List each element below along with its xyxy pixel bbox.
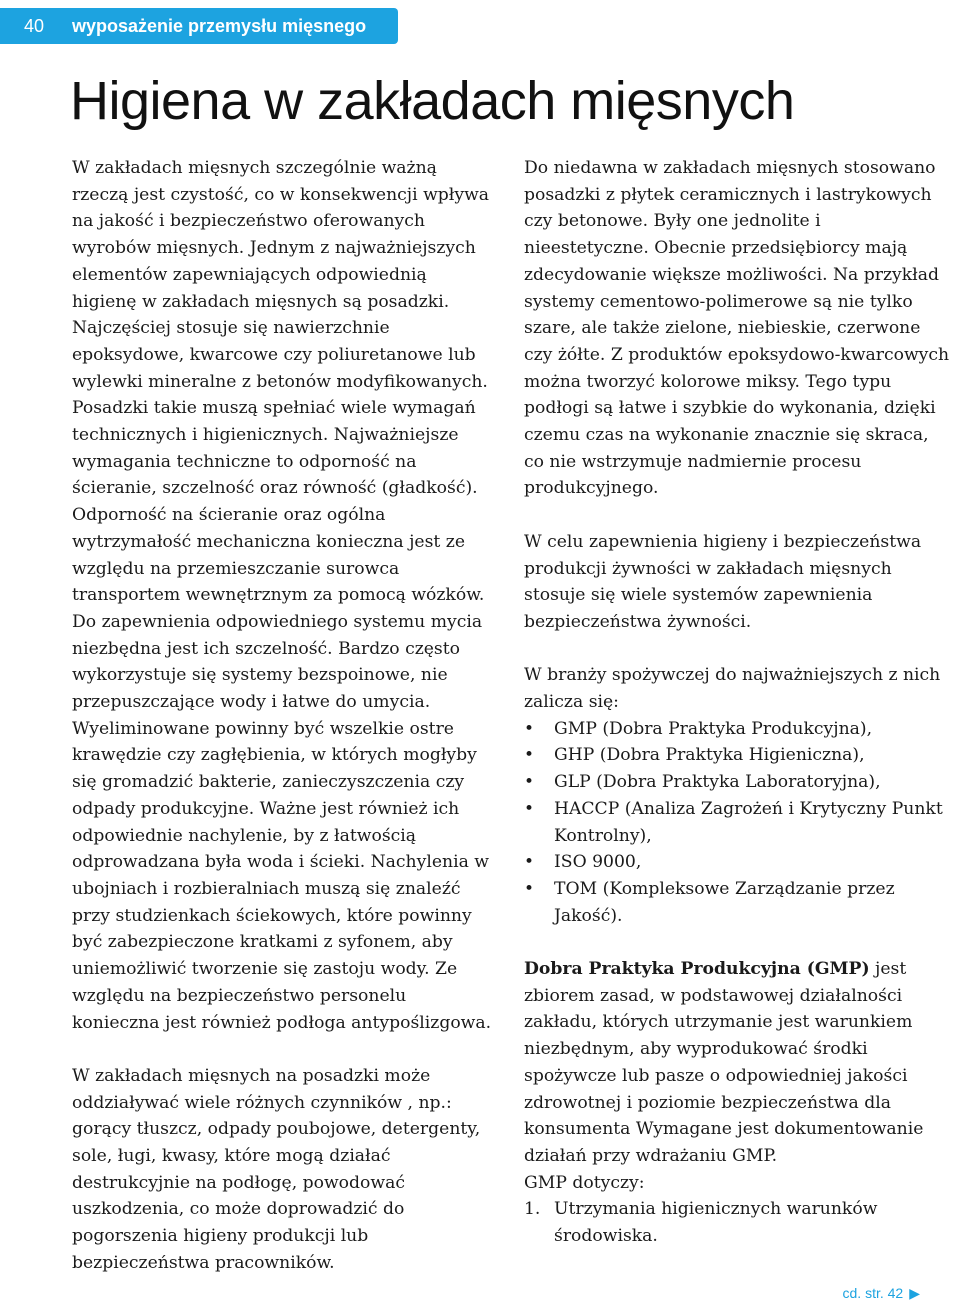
paragraph: W branży spożywczej do najważniejszych z nich zalicza się:: [524, 665, 941, 713]
section-label: wyposażenie przemysłu mięsnego: [72, 16, 367, 36]
list-item: [524, 1196, 950, 1249]
continued-link[interactable]: [843, 1285, 920, 1302]
list-item: • ISO 9000,: [524, 849, 950, 876]
gmp-list: [524, 1196, 950, 1249]
gmp-intro: GMP dotyczy:: [524, 1172, 645, 1193]
list-item: • GMP (Dobra Praktyka Produkcyjna),: [524, 716, 950, 743]
gmp-term: Dobra Praktyka Produkcyjna (GMP): [524, 959, 870, 980]
paragraph: W celu zapewnienia higieny i bezpieczeństwa produkcji żywności w zakładach mięsnych stosuje się wiele systemów zapewnienia bezpieczeństwa żywności.: [524, 531, 922, 632]
page-number: 40: [24, 16, 45, 36]
gmp-paragraph: [524, 956, 950, 1170]
list-item: • GHP (Dobra Praktyka Higieniczna),: [524, 742, 950, 769]
systems-list: [524, 716, 950, 930]
continued-label: cd. str. 42: [842, 1285, 904, 1301]
paragraph: W zakładach mięsnych szczególnie ważną rzeczą jest czystość, co w konsekwencji wpływa na jakość i bezpieczeństwo oferowanych wyrobów mięsnych. Jednym z najważniejszych elementów zapewniających odpowiednią higienę w zakładach mięsnych są posadzki. Najczęściej stosuje się nawierzchnie epoksydowe, kwarcowe czy poliuretanowe lub wylewki mineralne z betonów modyfikowanych. Posadzki takie muszą spełniać wiele wymagań technicznych i higienicznych. Najważniejsze wymagania techniczne to odporność na ścieranie, szczelność oraz równość (gładkość). Odporność na ścieranie oraz ogólna wytrzymałość mechaniczna konieczna jest ze względu na przemieszczanie surowca transportem wewnętrznym za pomocą wózków. Do zapewnienia odpowiedniego systemu mycia niezbędna jest ich szczelność. Bardzo często wykorzystuje się systemy bezspoinowe, nie przepuszczające wody i łatwe do umycia. Wyeliminowane powinny być wszelkie ostre krawędzie czy zagłębienia, w których mogłyby się gromadzić bakterie, zanieczyszczenia czy odpady produkcyjne. Ważne jest również ich odpowiednie nachylenie, by z łatwością odprowadzana była woda i ścieki. Nachylenia w ubojniach i rozbieralniach muszą się znaleźć przy studzienkach ściekowych, które powinny być zabezpieczone kratkami z syfonem, aby uniemożliwić tworzenie się zastoju wody. Ze względu na bezpieczeństwo personelu konieczna jest również podłoga antypoślizgowa.: [72, 158, 492, 1033]
list-text: Utrzymania higienicznych warunków środowiska.: [554, 1199, 878, 1247]
gmp-definition: jest zbiorem zasad, w podstawowej działalności zakładu, których utrzymanie jest warunkiem niezbędnym, aby wyprodukować środki spożywcze lub pasze o odpowiedniej jakości zdrowotnej i poziomie bezpieczeństwa dla konsumenta Wymagane jest dokumentowanie działań przy wdrażaniu GMP.: [524, 959, 924, 1166]
list-item: • TOM (Kompleksowe Zarządzanie przez Jakość).: [524, 876, 950, 929]
paragraph: Do niedawna w zakładach mięsnych stosowano posadzki z płytek ceramicznych i lastrykowych czy betonowe. Były one jednolite i nieestetyczne. Obecnie przedsiębiorcy mają zdecydowanie większe możliwości. Na przykład systemy cementowo-polimerowe są nie tylko szare, ale także zielone, niebieskie, czerwone czy żółte. Z produktów epoksydowo-kwarcowych można tworzyć kolorowe miksy. Tego typu podłogi są łatwe i szybkie do wykonania, dzięki czemu czas na wykonanie znacznie się skraca, co nie wstrzymuje nadmiernie procesu produkcyjnego.: [524, 158, 950, 499]
article-title: Higiena w zakładach mięsnych: [70, 71, 795, 131]
list-number: 1.: [524, 1199, 541, 1220]
right-column: [524, 155, 950, 1250]
left-column: [72, 155, 496, 1277]
paragraph: W zakładach mięsnych na posadzki może oddziaływać wiele różnych czynników , np.: gorący tłuszcz, odpady poubojowe, detergenty, sole, ługi, kwasy, które mogą działać destrukcyjnie na podłogę, powodować uszkodzenia, co może doprowadzić do pogorszenia higieny produkcji lub bezpieczeństwa pracowników.: [72, 1065, 481, 1273]
list-item: • HACCP (Analiza Zagrożeń i Krytyczny Punkt Kontrolny),: [524, 796, 950, 849]
list-item: • GLP (Dobra Praktyka Laboratoryjna),: [524, 769, 950, 796]
arrow-right-icon: ▶: [909, 1285, 920, 1301]
